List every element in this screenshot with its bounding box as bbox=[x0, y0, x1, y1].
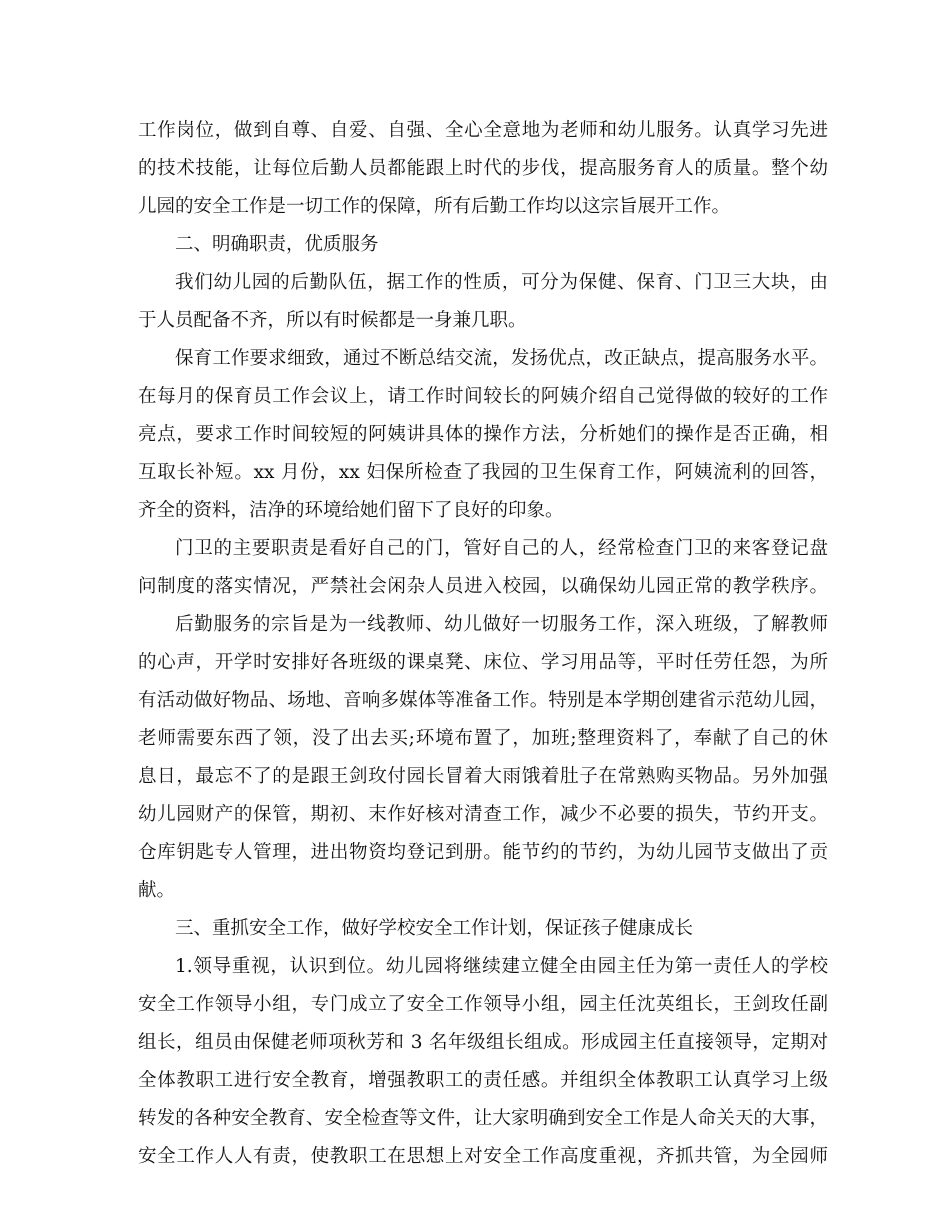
text-line-content: 有活动做好物品、场地、音响多媒体等准备工作。特别是本学期创建省示范幼儿园， bbox=[138, 690, 828, 711]
text-line-content: 转发的各种安全教育、安全检查等文件，让大家明确到安全工作是人命关天的大事， bbox=[138, 1108, 828, 1129]
text-line bbox=[138, 1024, 828, 1062]
text-line bbox=[138, 986, 828, 1024]
text-line bbox=[138, 720, 828, 758]
text-line bbox=[138, 188, 828, 226]
text-line-content: 三、重抓安全工作，做好学校安全工作计划，保证孩子健康成长 bbox=[175, 918, 694, 939]
text-line bbox=[138, 492, 828, 530]
text-line bbox=[138, 758, 828, 796]
text-line-content: 于人员配备不齐，所以有时候都是一身兼几职。 bbox=[138, 310, 527, 331]
text-line bbox=[138, 682, 828, 720]
text-line bbox=[138, 568, 828, 606]
text-line-content: 二、明确职责，优质服务 bbox=[175, 234, 379, 255]
text-line bbox=[138, 1100, 828, 1138]
text-line-content: 保育工作要求细致，通过不断总结交流，发扬优点，改正缺点，提高服务水平。 bbox=[175, 348, 828, 369]
text-line-content: 的心声，开学时安排好各班级的课桌凳、床位、学习用品等，平时任劳任怨，为所 bbox=[138, 652, 828, 673]
text-line-content: 仓库钥匙专人管理，进出物资均登记到册。能节约的节约，为幼儿园节支做出了贡 bbox=[138, 842, 828, 863]
text-line bbox=[138, 340, 828, 378]
text-line-content: 老师需要东西了领，没了出去买;环境布置了，加班;整理资料了，奉献了自己的休 bbox=[138, 728, 828, 749]
text-line-content: 儿园的安全工作是一切工作的保障，所有后勤工作均以这宗旨展开工作。 bbox=[138, 196, 731, 217]
text-line bbox=[138, 948, 828, 986]
text-line-content: 我们幼儿园的后勤队伍，据工作的性质，可分为保健、保育、门卫三大块，由 bbox=[175, 272, 828, 293]
document-body bbox=[138, 112, 828, 1176]
text-line-content: 后勤服务的宗旨是为一线教师、幼儿做好一切服务工作，深入班级，了解教师 bbox=[175, 614, 828, 635]
text-line-content: 1.领导重视，认识到位。幼儿园将继续建立健全由园主任为第一责任人的学校 bbox=[175, 956, 828, 977]
text-line-content: 齐全的资料，洁净的环境给她们留下了良好的印象。 bbox=[138, 500, 564, 521]
text-line bbox=[138, 796, 828, 834]
text-line-content: 献。 bbox=[138, 880, 176, 901]
text-line bbox=[138, 530, 828, 568]
text-line bbox=[138, 1138, 828, 1176]
text-line-content: 门卫的主要职责是看好自己的门，管好自己的人，经常检查门卫的来客登记盘 bbox=[175, 538, 828, 559]
text-line-content: 幼儿园财产的保管，期初、末作好核对清查工作，减少不必要的损失，节约开支。 bbox=[138, 804, 828, 825]
text-line bbox=[138, 226, 828, 264]
text-line bbox=[138, 302, 828, 340]
text-line-content: 互取长补短。xx 月份，xx 妇保所检查了我园的卫生保育工作，阿姨流利的回答， bbox=[138, 462, 828, 483]
text-line-content: 全体教职工进行安全教育，增强教职工的责任感。并组织全体教职工认真学习上级 bbox=[138, 1070, 828, 1091]
text-line bbox=[138, 834, 828, 872]
text-line bbox=[138, 644, 828, 682]
text-line-content: 问制度的落实情况，严禁社会闲杂人员进入校园，以确保幼儿园正常的教学秩序。 bbox=[138, 576, 828, 597]
text-line bbox=[138, 416, 828, 454]
text-line bbox=[138, 150, 828, 188]
text-line bbox=[138, 454, 828, 492]
text-line bbox=[138, 872, 828, 910]
text-line-content: 安全工作领导小组，专门成立了安全工作领导小组，园主任沈英组长，王剑玫任副 bbox=[138, 994, 828, 1015]
text-line-content: 组长，组员由保健老师项秋芳和 3 名年级组长组成。形成园主任直接领导，定期对 bbox=[138, 1032, 828, 1053]
text-line-content: 工作岗位，做到自尊、自爱、自强、全心全意地为老师和幼儿服务。认真学习先进 bbox=[138, 120, 828, 141]
text-line-content: 亮点，要求工作时间较短的阿姨讲具体的操作方法，分析她们的操作是否正确，相 bbox=[138, 424, 828, 445]
text-line bbox=[138, 910, 828, 948]
text-line bbox=[138, 378, 828, 416]
text-line bbox=[138, 264, 828, 302]
text-line-content: 的技术技能，让每位后勤人员都能跟上时代的步伐，提高服务育人的质量。整个幼 bbox=[138, 158, 828, 179]
text-line bbox=[138, 1062, 828, 1100]
text-line-content: 安全工作人人有责，使教职工在思想上对安全工作高度重视，齐抓共管，为全园师 bbox=[138, 1146, 828, 1167]
text-line bbox=[138, 112, 828, 150]
text-line-content: 在每月的保育员工作会议上，请工作时间较长的阿姨介绍自己觉得做的较好的工作 bbox=[138, 386, 828, 407]
text-line bbox=[138, 606, 828, 644]
text-line-content: 息日，最忘不了的是跟王剑玫付园长冒着大雨饿着肚子在常熟购买物品。另外加强 bbox=[138, 766, 828, 787]
